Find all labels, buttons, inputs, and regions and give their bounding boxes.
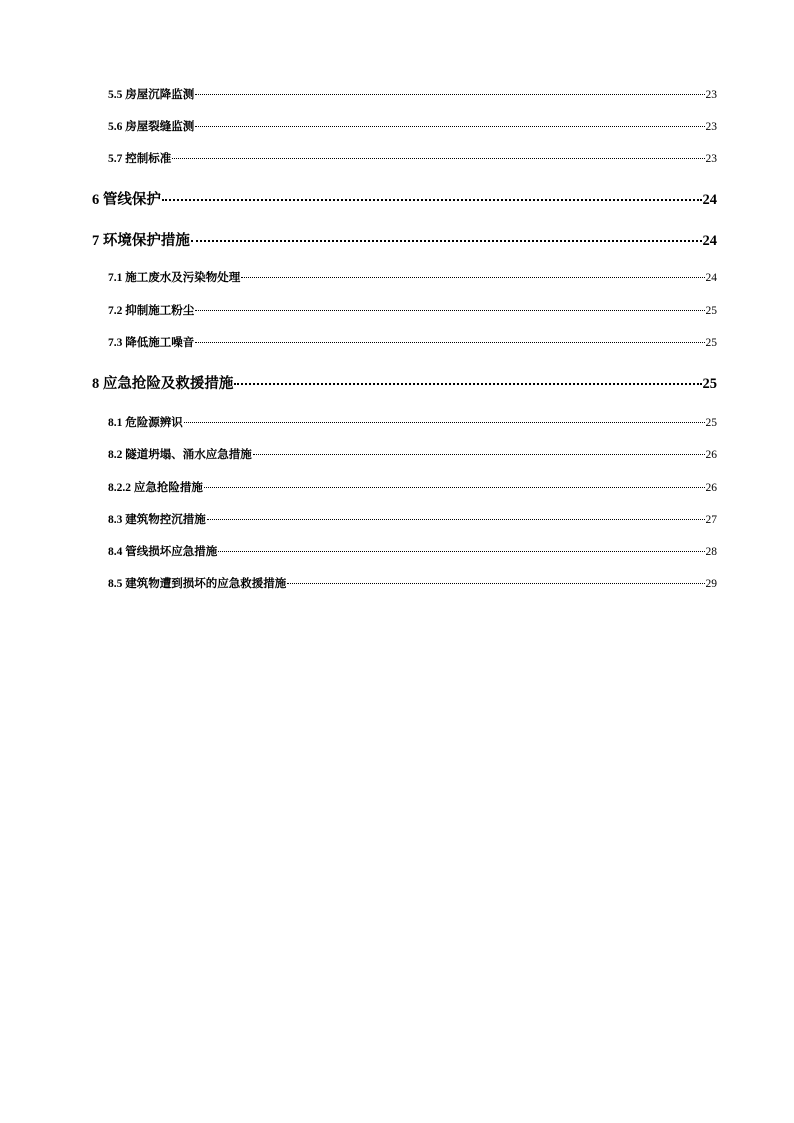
- toc-entry-page: 25: [705, 417, 717, 429]
- toc-entry-page: 24: [702, 192, 717, 208]
- toc-entry-page: 26: [705, 449, 717, 461]
- toc-dot-leader: [195, 342, 704, 343]
- toc-entry-title: 7.2 抑制施工粉尘: [108, 305, 195, 317]
- toc-entry-title: 8.1 危险源辨识: [108, 417, 183, 429]
- toc-entry-page: 23: [705, 153, 717, 165]
- toc-dot-leader: [204, 487, 705, 488]
- toc-entry[interactable]: [108, 511, 717, 527]
- toc-entry[interactable]: [108, 543, 717, 559]
- toc-entry[interactable]: [108, 302, 717, 318]
- toc-entry-page: 29: [705, 578, 717, 590]
- toc-entry-title: 5.6 房屋裂缝监测: [108, 121, 195, 133]
- toc-entry-title: 5.5 房屋沉降监测: [108, 89, 195, 101]
- toc-entry-page: 23: [705, 89, 717, 101]
- toc-dot-leader: [195, 94, 704, 95]
- toc-entry-page: 27: [705, 514, 717, 526]
- toc-entry-title: 8.3 建筑物控沉措施: [108, 514, 206, 526]
- toc-entry-page: 25: [705, 337, 717, 349]
- toc-dot-leader: [191, 240, 702, 242]
- toc-chapter-entry[interactable]: [92, 229, 717, 249]
- toc-entry[interactable]: [108, 334, 717, 350]
- toc-dot-leader: [162, 199, 702, 201]
- toc-dot-leader: [234, 383, 701, 385]
- toc-chapter-entry[interactable]: [92, 188, 717, 208]
- toc-entry-page: 25: [702, 376, 717, 392]
- toc-entry-title: 8 应急抢险及救援措施: [92, 376, 234, 392]
- toc-dot-leader: [172, 158, 704, 159]
- toc-entry-title: 8.2 隧道坍塌、涌水应急措施: [108, 449, 252, 461]
- toc-entry[interactable]: [108, 479, 717, 495]
- toc-entry-title: 8.5 建筑物遭到损坏的应急救援措施: [108, 578, 287, 590]
- toc-entry-page: 23: [705, 121, 717, 133]
- toc-entry[interactable]: [108, 86, 717, 102]
- toc-entry-page: 25: [705, 305, 717, 317]
- toc-dot-leader: [253, 454, 705, 455]
- toc-entry-page: 24: [705, 272, 717, 284]
- toc-entry[interactable]: [108, 575, 717, 591]
- toc-entry[interactable]: [108, 414, 717, 430]
- toc-entry-page: 26: [705, 482, 717, 494]
- toc-dot-leader: [195, 126, 704, 127]
- toc-entry[interactable]: [108, 150, 717, 166]
- toc-entry-title: 7.1 施工废水及污染物处理: [108, 272, 241, 284]
- toc-entry-title: 8.2.2 应急抢险措施: [108, 482, 203, 494]
- toc-entry[interactable]: [108, 446, 717, 462]
- toc-entry[interactable]: [108, 269, 717, 285]
- toc-dot-leader: [184, 422, 705, 423]
- toc-dot-leader: [241, 277, 704, 278]
- toc-entry-title: 5.7 控制标准: [108, 153, 172, 165]
- toc-entry-title: 7.3 降低施工噪音: [108, 337, 195, 349]
- toc-entry-title: 7 环境保护措施: [92, 233, 190, 249]
- toc-entry-title: 8.4 管线损坏应急措施: [108, 546, 218, 558]
- toc-entry[interactable]: [108, 118, 717, 134]
- toc-entry-page: 24: [702, 233, 717, 249]
- toc-entry-page: 28: [705, 546, 717, 558]
- toc-dot-leader: [218, 551, 704, 552]
- toc-chapter-entry[interactable]: [92, 372, 717, 392]
- toc-entry-title: 6 管线保护: [92, 192, 161, 208]
- toc-dot-leader: [195, 310, 704, 311]
- toc-dot-leader: [207, 519, 705, 520]
- toc-dot-leader: [287, 583, 704, 584]
